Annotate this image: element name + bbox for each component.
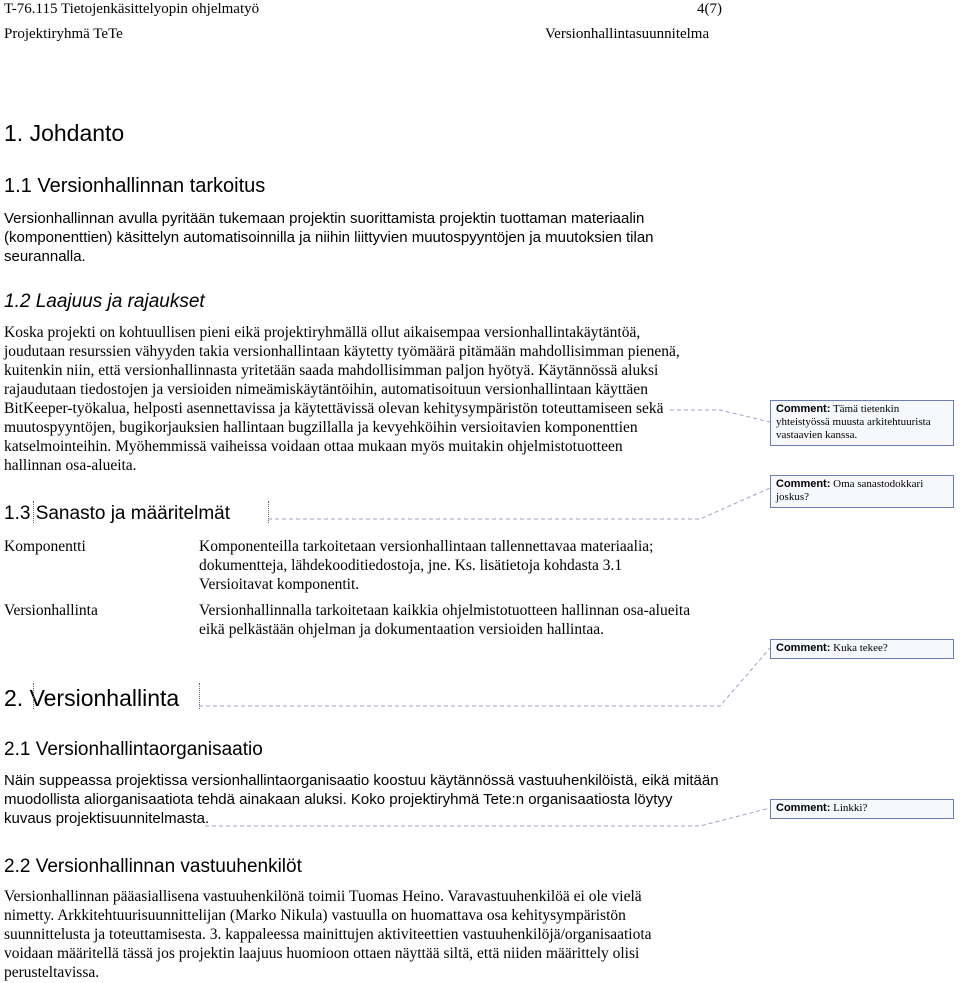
definition-line: Versioitavat komponentit. xyxy=(199,576,360,593)
paragraph-line: muodollista aliorganisaatiota tehdä ainakaan aluksi. Koko projektiryhmä Tete:n organisaatiosta löytyy xyxy=(4,791,673,808)
definition-line: eikä pelkästään ohjelman ja dokumentaation versioiden hallintaa. xyxy=(199,621,605,638)
paragraph-line: hallinnan osa-alueita. xyxy=(4,457,137,474)
heading-vastuuhenkilot: 2.2 Versionhallinnan vastuuhenkilöt xyxy=(4,856,302,877)
header-page-number: 4(7) xyxy=(697,1,722,17)
paragraph-line: perusteltavissa. xyxy=(4,964,100,981)
comment-text: Kuka tekee? xyxy=(833,642,888,654)
heading-johdanto: 1. Johdanto xyxy=(4,120,125,146)
header-document-title: Versionhallintasuunnitelma xyxy=(545,26,710,42)
definition-line: Komponenteilla tarkoitetaan versionhallintaan tallennettavaa materiaalia; xyxy=(199,538,654,555)
comment-box[interactable] xyxy=(770,475,954,508)
comment-box[interactable] xyxy=(770,799,954,819)
comment-text: Oma sanastodokkari joskus? xyxy=(776,478,924,503)
paragraph-line: joudutaan resurssien vähyyden takia versionhallintaan käytetty työmäärä pitämään mahdollisimman pienenä, xyxy=(4,343,680,360)
paragraph-line: voidaan määritellä tässä jos projektin laajuus huomioon ottaen näyttää siltä, että niiden määrittely olisi xyxy=(4,945,640,962)
comment-text: Tämä tietenkin yhteistyössä muusta arkitehtuurista vastaavien kanssa. xyxy=(776,403,931,441)
heading-versionhallinta: 2. Versionhallinta xyxy=(4,685,180,711)
comment-label: Comment: xyxy=(776,403,831,415)
paragraph-line: suunnittelusta ja toteuttamisesta. 3. kappaleessa mainittujen aktiviteettien vastuuhenkilöjä/organisaatiota xyxy=(4,926,652,943)
heading-versionhallinnan-tarkoitus: 1.1 Versionhallinnan tarkoitus xyxy=(4,175,266,197)
header-group: Projektiryhmä TeTe xyxy=(4,26,123,42)
definition-line: Versionhallinnalla tarkoitetaan kaikkia ohjelmistotuotteen hallinnan osa-alueita xyxy=(199,602,691,619)
paragraph-line: Versionhallinnan avulla pyritään tukemaan projektin suorittamista projektin tuottaman materiaalin xyxy=(4,210,645,227)
paragraph-line: katselmointeihin. Myöhemmissä vaiheissa voidaan ottaa mukaan myös muitakin ohjelmistotuotteen xyxy=(4,438,623,455)
term-versionhallinta: Versionhallinta xyxy=(4,602,98,619)
heading-sanasto-ja-maaritelmat: 1.3 Sanasto ja määritelmät xyxy=(4,503,231,524)
comment-text: Linkki? xyxy=(833,802,868,814)
paragraph-line: kuvaus projektisuunnitelmasta. xyxy=(4,810,210,827)
paragraph-line: BitKeeper-työkalua, helposti asennettavissa ja käytettävissä olevan kehitysympäristön toteuttamiseen sekä xyxy=(4,400,664,417)
header-course: T-76.115 Tietojenkäsittelyopin ohjelmatyö xyxy=(4,1,260,17)
paragraph-line: kuitenkin niin, että versionhallinnasta yritetään saada mahdollisimman paljon hyötyä. Käytännössä aluksi xyxy=(4,362,659,379)
heading-laajuus-ja-rajaukset: 1.2 Laajuus ja rajaukset xyxy=(4,291,205,312)
paragraph-line: (komponenttien) käsittelyn automatisoinnilla ja niihin liittyvien muutospyyntöjen ja muutoksien tilan xyxy=(4,229,654,246)
paragraph-line: seurannalla. xyxy=(4,248,86,265)
definition-line: dokumentteja, lähdekooditiedostoja, jne. Ks. lisätietoja kohdasta 3.1 xyxy=(199,557,623,574)
paragraph-line: nimetty. Arkkitehtuurisuunnittelijan (Marko Nikula) vastuulla on huomattava osa kehitysympäristön xyxy=(4,907,626,924)
comment-label: Comment: xyxy=(776,802,831,814)
term-komponentti: Komponentti xyxy=(4,538,86,555)
heading-versionhallintaorganisaatio: 2.1 Versionhallintaorganisaatio xyxy=(4,739,263,760)
comment-label: Comment: xyxy=(776,478,831,490)
comment-label: Comment: xyxy=(776,642,831,654)
paragraph-line: Koska projekti on kohtuullisen pieni eikä projektiryhmällä ollut aikaisempaa versionhallintakäytäntöä, xyxy=(4,324,641,341)
comment-box[interactable] xyxy=(770,639,954,659)
paragraph-line: rajaudutaan tiedostojen ja versioiden nimeämiskäytäntöihin, automatisoituun versionhallintaan käyttäen xyxy=(4,381,648,398)
paragraph-line: Näin suppeassa projektissa versionhallintaorganisaatio koostuu käytännössä vastuuhenkilöistä, eikä mitään xyxy=(4,772,719,789)
comment-box[interactable] xyxy=(770,400,954,446)
paragraph-line: Versionhallinnan pääasiallisena vastuuhenkilönä toimii Tuomas Heino. Varavastuuhenkilöä ei ole vielä xyxy=(4,888,642,905)
paragraph-line: muutospyyntöjen, bugikorjauksien hallintaan bugzillalla ja kevyehköihin versioitavien komponenttien xyxy=(4,419,638,436)
